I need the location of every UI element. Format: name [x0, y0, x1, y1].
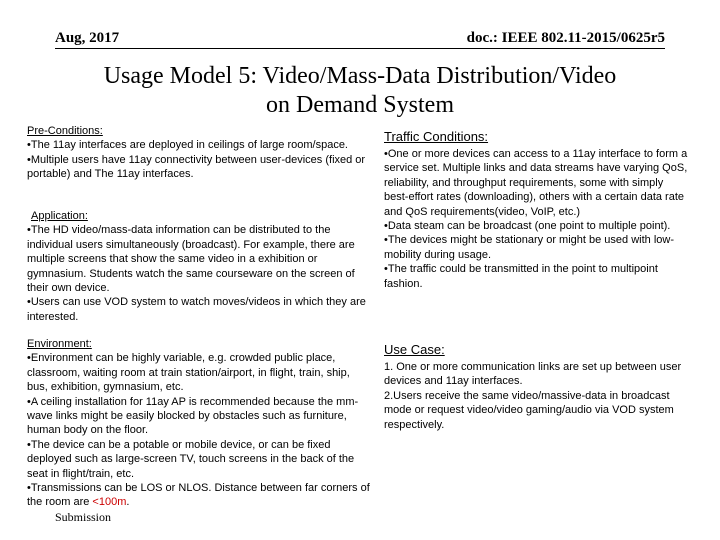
environment-item: •Environment can be highly variable, e.g. crowded public place, classroom, waiting room at train station/airport, in flight, train, ship, bus, exhibition, gymnasium, etc.: [27, 352, 350, 394]
traffic-conditions-heading: Traffic Conditions:: [384, 129, 489, 144]
environment-item: •A ceiling installation for 11ay AP is recommended because the mm-wave links might be easily blocked by obstacles such as furniture, human body on the floor.: [27, 395, 359, 437]
title-line-1: Usage Model 5: Video/Mass-Data Distribution/Video: [103, 63, 617, 89]
environment-distance-text: •Transmissions can be LOS or NLOS. Distance between far corners of the room are: [27, 482, 370, 509]
application-item: •Users can use VOD system to watch moves/videos in which they are interested.: [27, 296, 366, 323]
pre-conditions-item: •The 11ay interfaces are deployed in ceilings of large room/space.: [27, 139, 348, 152]
pre-conditions-item: •Multiple users have 11ay connectivity between user-devices (fixed or portable) and The 11ay interfaces.: [27, 153, 366, 181]
title-line-2: on Demand System: [266, 92, 454, 118]
header-date: Aug, 2017: [55, 30, 120, 46]
use-case-item: 1. One or more communication links are set up between user devices and 11ay interfaces.: [384, 361, 682, 388]
traffic-conditions-item: •One or more devices can access to a 11ay interface to form a service set. Multiple links and data streams have varying QoS, reliability, and throughput requirements, some with simply best-effort rates (downloading), others with a certain data rate and QoS requirements(video, VoIP, etc.): [384, 148, 688, 218]
use-case-section: [384, 342, 688, 432]
traffic-conditions-item: •Data steam can be broadcast (one point to multiple point).: [384, 220, 671, 233]
application-section: [27, 209, 371, 324]
environment-item: •The device can be a potable or mobile device, or can be fixed deployed such as large-screen TV, touch screens in the back of the seat in flight/train, etc.: [27, 438, 355, 480]
pre-conditions-heading: Pre-Conditions:: [27, 125, 103, 137]
environment-section: [27, 337, 371, 510]
environment-distance-end: .: [126, 496, 130, 509]
traffic-conditions-item: •The devices might be stationary or might be used with low-mobility during usage.: [384, 234, 674, 261]
traffic-conditions-section: [384, 129, 688, 291]
traffic-conditions-item: •The traffic could be transmitted in the point to multipoint fashion.: [384, 263, 658, 290]
use-case-heading: Use Case:: [384, 342, 445, 357]
header-rule: [55, 48, 665, 49]
use-case-item: 2.Users receive the same video/massive-data in broadcast mode or request video/video gaming/audio via VOD system respectively.: [384, 389, 674, 431]
header-doc-id: doc.: IEEE 802.11-2015/0625r5: [466, 30, 665, 46]
distance-highlight: <100m: [92, 496, 127, 509]
footer-submission: Submission: [55, 510, 112, 524]
application-item: •The HD video/mass-data information can be distributed to the individual users simultaneously (broadcast). For example, there are multiple screens that show the same video in a exhibition or gymnasium. Students watch the same courseware on the screen of their own device.: [27, 224, 355, 295]
application-heading: Application:: [31, 210, 88, 222]
pre-conditions-section: [27, 124, 369, 182]
slide-title: [30, 62, 690, 120]
environment-item-distance: [27, 481, 371, 510]
environment-heading: Environment:: [27, 338, 92, 350]
